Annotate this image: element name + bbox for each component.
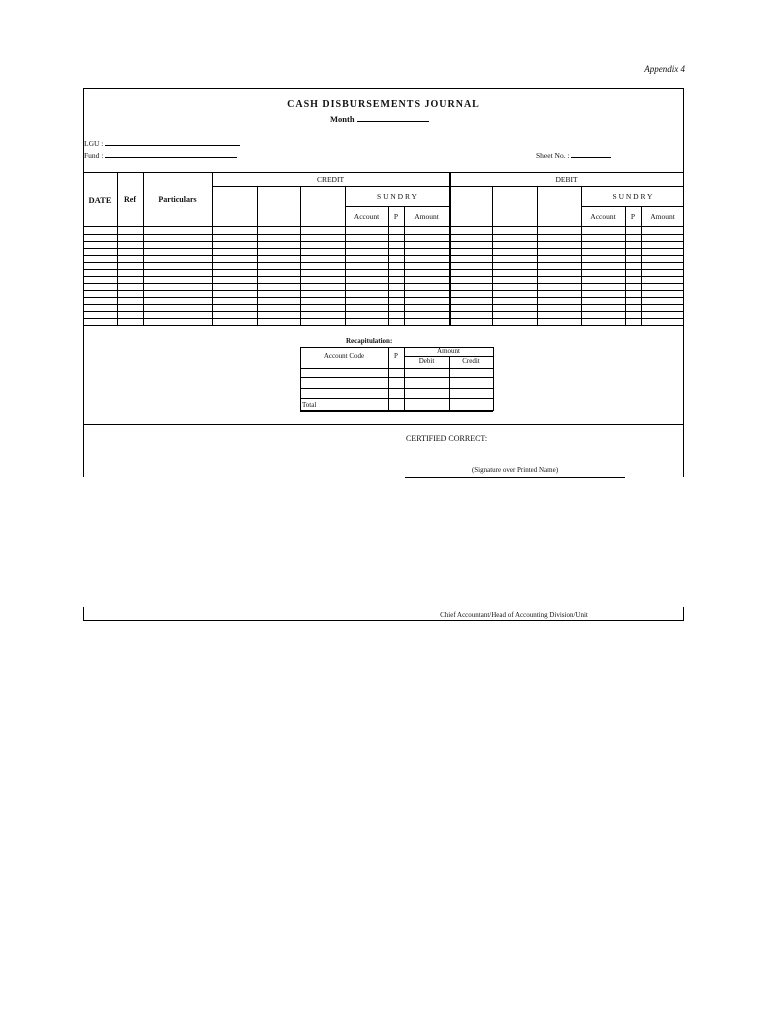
table-row-line <box>83 283 684 284</box>
sheet-label: Sheet No. : <box>536 151 570 160</box>
credit-account: Account <box>353 212 380 221</box>
table-row-line <box>83 297 684 298</box>
col-ref: Ref <box>124 195 136 204</box>
month-label: Month <box>330 114 355 124</box>
table-row-line <box>83 318 684 319</box>
col-credit: CREDIT <box>316 175 345 184</box>
table-row-line <box>83 290 684 291</box>
table-row-line <box>83 276 684 277</box>
fund-blank <box>105 157 237 158</box>
certified-correct: CERTIFIED CORRECT: <box>406 434 488 443</box>
table-row-line <box>83 234 684 235</box>
journal-title: CASH DISBURSEMENTS JOURNAL <box>287 99 480 110</box>
fund-field <box>84 151 237 160</box>
recap-amount: Amount <box>437 347 460 355</box>
designation-label: Chief Accountant/Head of Accounting Division/Unit <box>440 611 588 619</box>
month-blank <box>357 121 429 122</box>
debit-amount: Amount <box>650 212 675 221</box>
table-row-line <box>83 304 684 305</box>
col-debit: DEBIT <box>555 175 578 184</box>
table-row-line <box>83 262 684 263</box>
debit-sundry: S U N D R Y <box>612 192 653 201</box>
col-date: DATE <box>88 195 112 205</box>
recap-p: P <box>394 352 398 360</box>
sheet-blank <box>571 157 611 158</box>
appendix-label: Appendix 4 <box>644 64 685 74</box>
recap-account-code: Account Code <box>323 352 365 360</box>
recap-debit: Debit <box>418 357 435 365</box>
debit-account: Account <box>590 212 616 221</box>
credit-sundry: S U N D R Y <box>377 192 417 201</box>
recap-total: Total <box>302 401 317 409</box>
lgu-label: LGU : <box>84 139 104 148</box>
lgu-blank <box>105 145 240 146</box>
col-particulars: Particulars <box>158 195 197 204</box>
debit-p: P <box>630 212 636 221</box>
credit-p: P <box>393 212 399 221</box>
table-row-line <box>83 241 684 242</box>
recap-credit: Credit <box>462 357 480 365</box>
lgu-field <box>84 139 240 148</box>
table-row-line <box>83 255 684 256</box>
table-row-line <box>83 248 684 249</box>
sheet-field <box>536 151 611 160</box>
signature-caption: (Signature over Printed Name) <box>471 466 559 474</box>
fund-label: Fund : <box>84 151 104 160</box>
table-row-line <box>83 269 684 270</box>
credit-amount: Amount <box>414 212 439 221</box>
recap-title: Recapitulation: <box>346 337 393 345</box>
month-field <box>330 114 429 124</box>
table-row-line <box>83 311 684 312</box>
signature-line <box>405 477 625 478</box>
